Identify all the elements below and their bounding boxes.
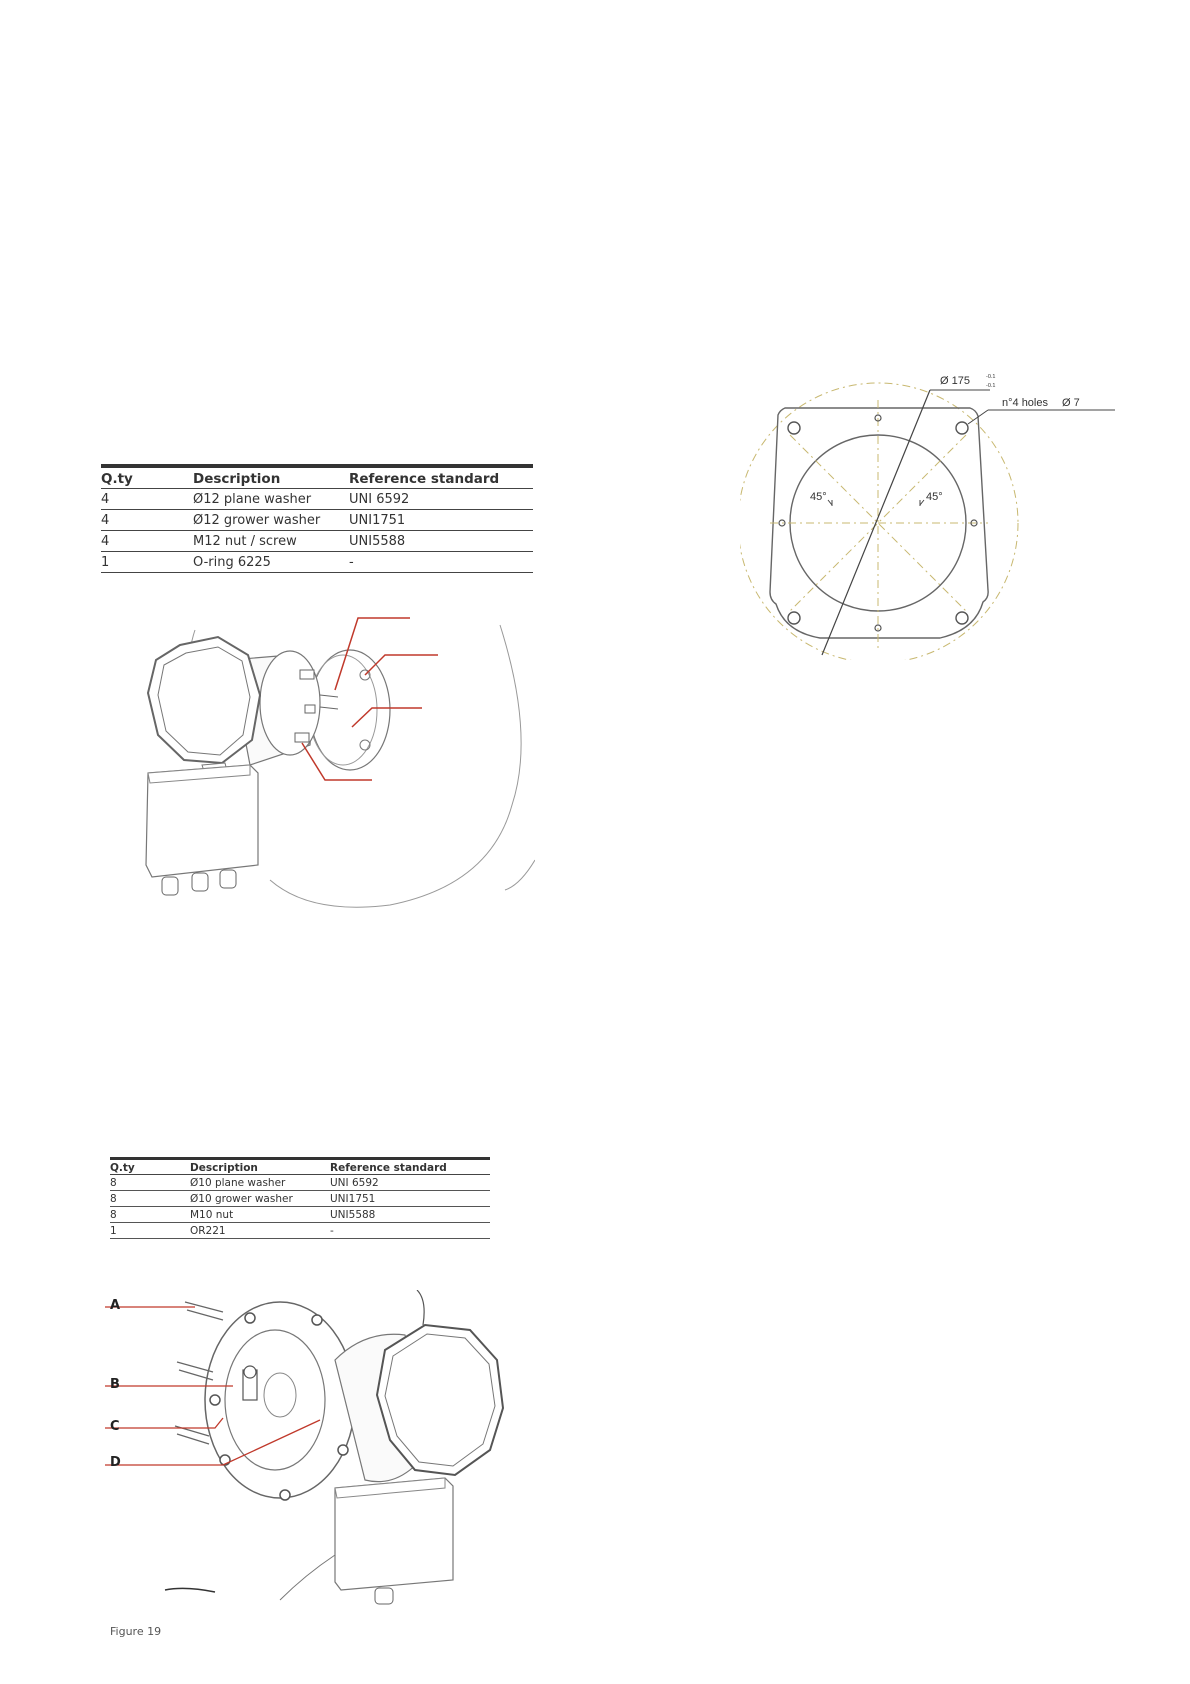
callout-label-d: D [110,1455,121,1470]
column-header: Reference standard [330,1159,490,1175]
holes-label: n°4 holes [1002,397,1048,409]
table-cell: UNI 6592 [330,1175,490,1191]
table-cell: M10 nut [190,1207,330,1223]
table-cell: 8 [110,1175,190,1191]
table-cell: 4 [101,489,193,510]
table-row [101,552,533,573]
table-cell: OR221 [190,1223,330,1239]
table-cell: 1 [101,552,193,573]
angle-label-right: 45° [926,491,943,503]
table-cell: Ø10 plane washer [190,1175,330,1191]
table-cell: UNI5588 [330,1207,490,1223]
table-cell: 4 [101,510,193,531]
tolerance-upper: -0.1 [986,374,996,380]
table-header-row [101,466,533,489]
holes-diameter: Ø 7 [1062,397,1080,409]
table-cell: 8 [110,1207,190,1223]
table-row [110,1175,490,1191]
table-cell: Ø12 grower washer [193,510,349,531]
table-row [101,510,533,531]
parts-table-2 [110,1157,490,1239]
table-cell: 1 [110,1223,190,1239]
hole-icon [956,612,968,624]
flange-drawing [740,360,1120,660]
table-row [110,1207,490,1223]
table-cell: 8 [110,1191,190,1207]
table-cell: UNI 6592 [349,489,533,510]
hole-icon [788,612,800,624]
column-header: Q.ty [110,1159,190,1175]
assembly-illustration-2 [105,1290,505,1610]
callout-line-c [105,1418,223,1428]
tolerance-lower: -0.1 [986,383,996,389]
table-cell: UNI1751 [349,510,533,531]
column-header: Reference standard [349,466,533,489]
assembly-illustration-1 [140,615,535,920]
table-row [110,1223,490,1239]
table-header-row [110,1159,490,1175]
table-cell: O-ring 6225 [193,552,349,573]
parts-table-1 [101,464,533,573]
table-row [101,489,533,510]
diameter-line [822,390,930,655]
hole-icon [788,422,800,434]
table-row [110,1191,490,1207]
table-cell: Ø12 plane washer [193,489,349,510]
callout-label-c: C [110,1419,120,1434]
angle-label-left: 45° [810,491,827,503]
callout-label-b: B [110,1377,120,1392]
hole-icon [956,422,968,434]
table-cell: 4 [101,531,193,552]
figure-caption: Figure 19 [110,1625,162,1638]
table-cell: Ø10 grower washer [190,1191,330,1207]
column-header: Q.ty [101,466,193,489]
callout-label-a: A [110,1298,121,1313]
diameter-label: Ø 175 [940,375,970,387]
table-row [101,531,533,552]
column-header: Description [193,466,349,489]
table-cell: UNI5588 [349,531,533,552]
table-cell: M12 nut / screw [193,531,349,552]
table-cell: UNI1751 [330,1191,490,1207]
table-cell: - [349,552,533,573]
table-cell: - [330,1223,490,1239]
column-header: Description [190,1159,330,1175]
